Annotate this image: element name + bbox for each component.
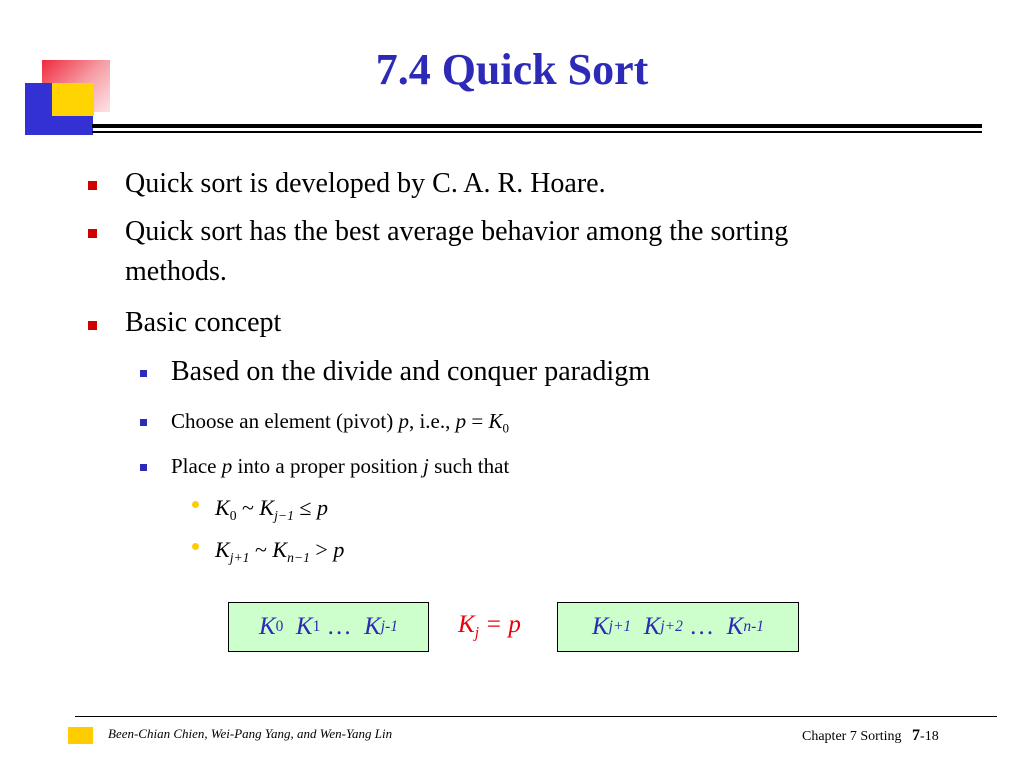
bullet-average-line1: Quick sort has the best average behavior among the sorting (125, 216, 789, 247)
footer-chapter-page: Chapter 7 Sorting 7-18 (802, 727, 939, 744)
bullet-hoare: Quick sort is developed by C. A. R. Hoare. (125, 168, 606, 199)
bullet-marker (88, 181, 97, 190)
footer-yellow-square (68, 727, 93, 744)
sub-bullet-marker (140, 419, 147, 426)
sub-bullet-marker (140, 464, 147, 471)
pivot-position-label: $K_j = p$ (458, 611, 521, 642)
bullet-marker (88, 321, 97, 330)
sub-sub-bullet-marker (192, 543, 199, 550)
condition-left-partition: $K_0$ ~ $K_{j-1} \le p$ (215, 495, 328, 523)
bullet-average-line2: methods. (125, 256, 227, 287)
sub-bullet-choose-pivot: Choose an element (pivot) p, i.e., $p = K_0$ (171, 409, 509, 436)
footer-authors: Been-Chian Chien, Wei-Pang Yang, and Wen-Yang Lin (108, 726, 393, 741)
bullet-basic-concept: Basic concept (125, 307, 282, 338)
left-partition-box: K 0 K 1 … K j-1 (228, 602, 429, 652)
sub-bullet-place-pivot: Place p into a proper position j such that (171, 454, 510, 478)
title-rule-thick (92, 124, 982, 128)
footer-rule (75, 716, 997, 717)
title-rule-thin (92, 131, 982, 133)
bullet-marker (88, 229, 97, 238)
condition-right-partition: $K_{j+1}$ ~ $K_{n-1} > p$ (215, 537, 345, 565)
slide-title: 7.4 Quick Sort (375, 45, 649, 94)
right-partition-box: K j+1 K j+2 … K n-1 (557, 602, 799, 652)
sub-bullet-divide-conquer: Based on the divide and conquer paradigm (171, 356, 650, 387)
sub-bullet-marker (140, 370, 147, 377)
sub-sub-bullet-marker (192, 501, 199, 508)
